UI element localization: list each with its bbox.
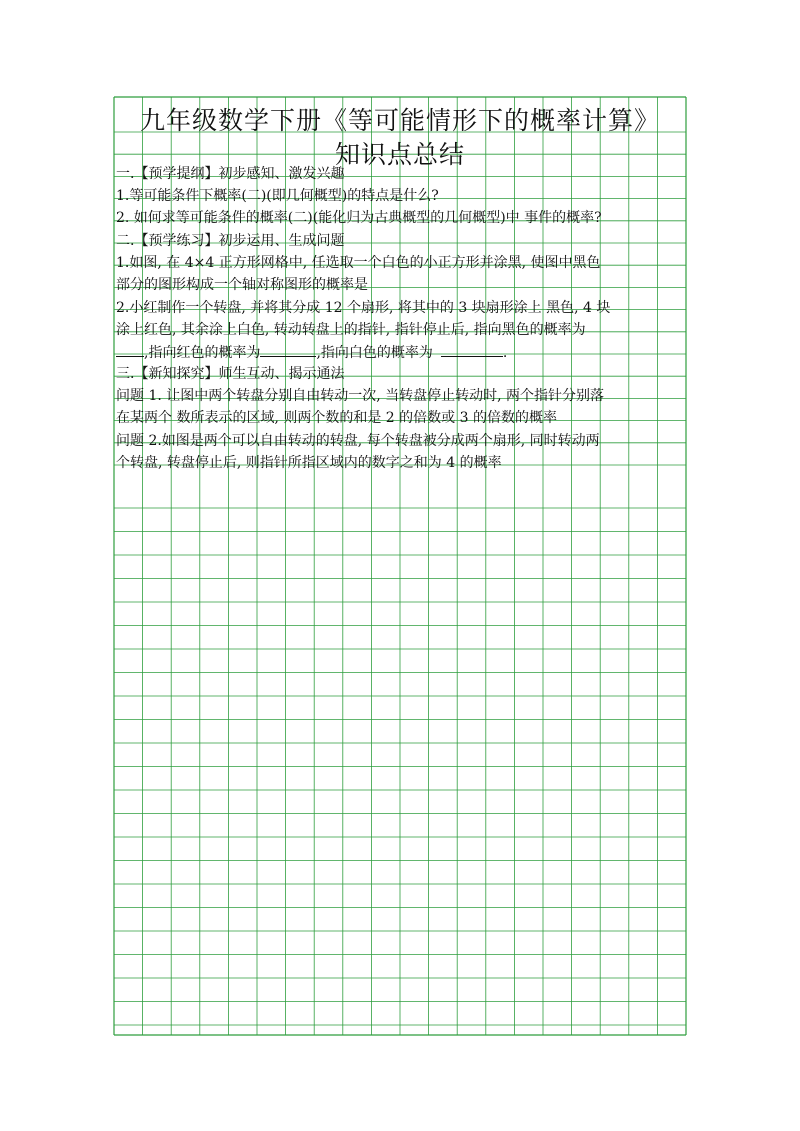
section-3-question-1-line-2: 在某两个 数所表示的区域, 则两个数的和是 2 的倍数或 3 的倍数的概率 xyxy=(116,410,557,426)
section-2-problem-1-line-2: 部分的图形构成一个轴对称图形的概率是 xyxy=(116,277,368,293)
section-1-question-2: 2. 如何求等可能条件的概率(二)(能化归为古典概型的几何概型)中 事件的概率? xyxy=(116,210,602,226)
answer-blank-red[interactable] xyxy=(260,342,316,357)
red-probability-label: ,指向红色的概率为 xyxy=(144,345,261,361)
section-2-problem-2-line-1: 2.小红制作一个转盘, 并将其分成 12 个扇形, 将其中的 3 块扇形涂上 黑色, 4 块 xyxy=(116,300,611,316)
section-1-question-1: 1.等可能条件下概率(二)(即几何概型)的特点是什么? xyxy=(116,188,439,204)
sentence-end: . xyxy=(502,345,508,361)
section-2-heading: 二.【预学练习】初步运用、生成问题 xyxy=(116,233,345,249)
section-3-question-2-line-2: 个转盘, 转盘停止后, 则指针所指区域内的数字之和为 4 的概率 xyxy=(116,455,502,471)
section-2-problem-2-line-3 xyxy=(116,342,507,362)
white-probability-label: ,指向白色的概率为 xyxy=(316,345,433,361)
section-3-question-2-line-1: 问题 2.如图是两个可以自由转动的转盘, 每个转盘被分成两个扇形, 同时转动两 xyxy=(116,433,600,449)
section-3-heading: 三.【新知探究】师生互动、揭示通法 xyxy=(116,366,345,382)
answer-blank-black[interactable] xyxy=(116,342,144,357)
section-2-problem-1-line-1: 1.如图, 在 4×4 正方形网格中, 任选取一个白色的小正方形并涂黑, 使图中黑色 xyxy=(116,255,601,271)
answer-blank-white[interactable] xyxy=(441,342,503,357)
section-3-question-1-line-1: 问题 1. 让图中两个转盘分别自由转动一次, 当转盘停止转动时, 两个指针分别落 xyxy=(116,388,605,404)
document-title: 九年级数学下册《等可能情形下的概率计算》 xyxy=(139,106,660,135)
document-subtitle: 知识点总结 xyxy=(334,140,465,169)
section-2-problem-2-line-2: 涂上红色, 其余涂上白色, 转动转盘上的指针, 指针停止后, 指向黑色的概率为 xyxy=(116,322,586,338)
section-1-heading: 一.【预学提纲】初步感知、激发兴趣 xyxy=(116,166,345,182)
